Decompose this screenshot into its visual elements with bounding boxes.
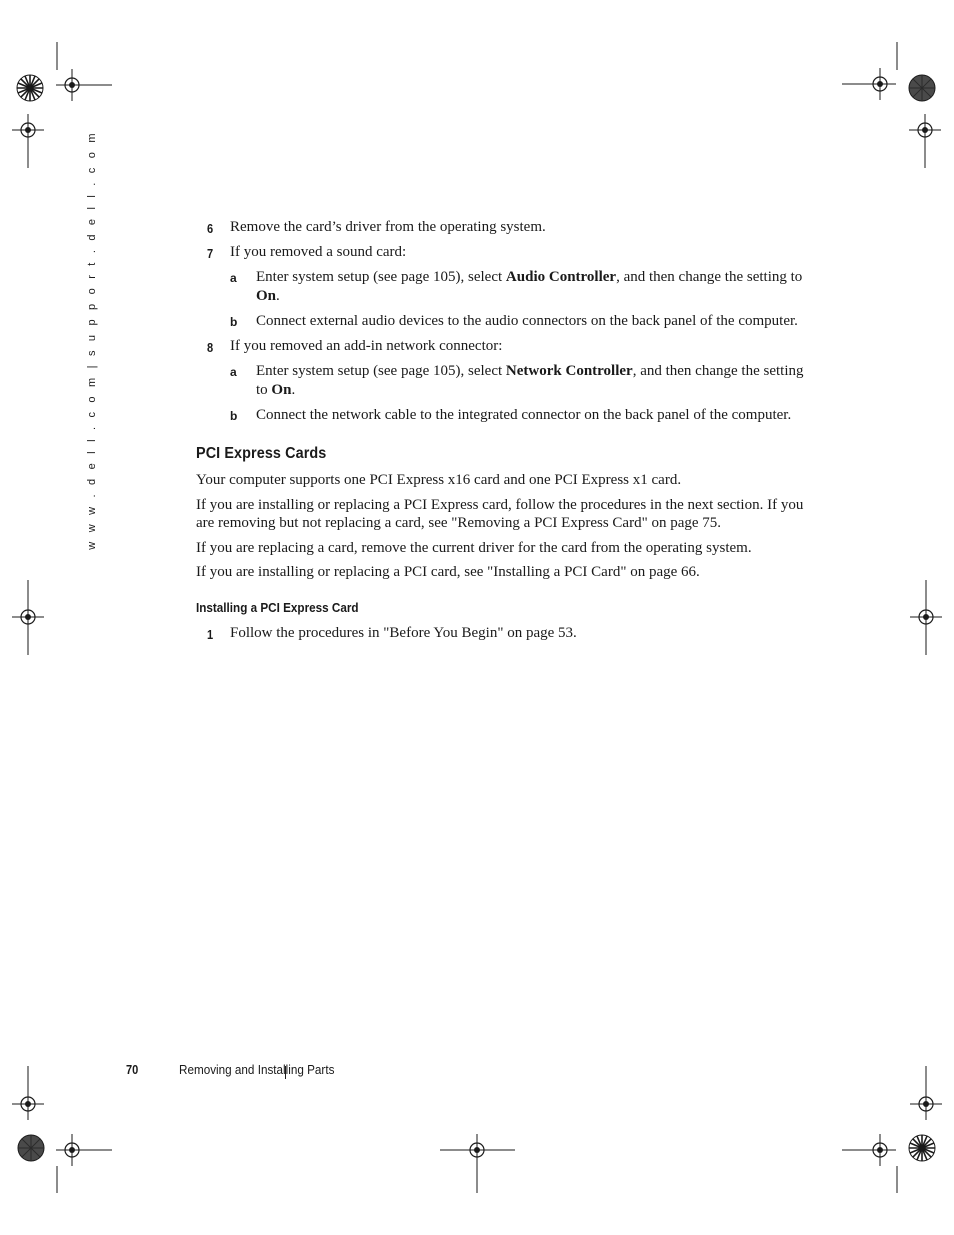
step-text: If you removed a sound card: (230, 244, 407, 260)
step-text: Remove the card’s driver from the operating system. (230, 219, 546, 235)
substep-text: Enter system setup (see page 105), select (256, 363, 506, 379)
substep-letter: b (230, 409, 238, 423)
step-text: Follow the procedures in "Before You Begin" on page 53. (230, 624, 577, 641)
side-url: w w w . d e l l . c o m | s u p p o r t . d e l l . c o m (86, 130, 98, 550)
paragraph: Your computer supports one PCI Express x16 card and one PCI Express x1 card. (196, 472, 682, 488)
substep-letter: a (230, 271, 237, 285)
step-6 (196, 218, 816, 237)
substep-text: Connect the network cable to the integrated connector on the back panel of the computer. (256, 407, 792, 423)
substep-text: , and then change the setting to (616, 269, 803, 285)
substep-text: , and then change the setting to (256, 363, 804, 398)
paragraph: If you are installing or replacing a PCI Express card, follow the procedures in the next section. If you are removing but not replacing a card, see "Removing a PCI Express Card" on page 75. (196, 496, 804, 531)
substep-7b (196, 312, 816, 331)
step-8 (196, 337, 816, 356)
substep-letter: a (230, 365, 237, 379)
substep-7a (196, 268, 816, 306)
step-number: 7 (207, 246, 214, 261)
page-number: 70 (126, 1062, 139, 1077)
menu-term: Audio Controller (505, 269, 617, 285)
subsection-heading: Installing a PCI Express Card (196, 599, 359, 615)
substep-text: Enter system setup (see page 105), select (256, 269, 506, 285)
step-text: If you removed an add-in network connector: (230, 338, 503, 354)
step-7 (196, 243, 816, 262)
setting-value: On (256, 288, 277, 304)
section-heading: PCI Express Cards (196, 445, 327, 462)
substep-8b (196, 406, 816, 425)
menu-term: Network Controller (505, 363, 633, 379)
chapter-title: Removing and Installing Parts (179, 1062, 335, 1077)
substep-8a (196, 362, 816, 400)
paragraph: If you are replacing a card, remove the current driver for the card from the operating system. (196, 539, 752, 556)
step-number: 6 (207, 221, 214, 236)
page-content (196, 218, 816, 649)
paragraph: If you are installing or replacing a PCI card, see "Installing a PCI Card" on page 66. (196, 564, 700, 580)
step-1 (196, 624, 816, 643)
step-number: 8 (207, 340, 214, 355)
setting-value: On (271, 382, 292, 398)
step-number: 1 (207, 626, 214, 642)
substep-text: Connect external audio devices to the audio connectors on the back panel of the computer. (256, 313, 798, 329)
substep-letter: b (230, 315, 238, 329)
substep-text: . (291, 382, 296, 398)
substep-text: . (276, 288, 280, 304)
